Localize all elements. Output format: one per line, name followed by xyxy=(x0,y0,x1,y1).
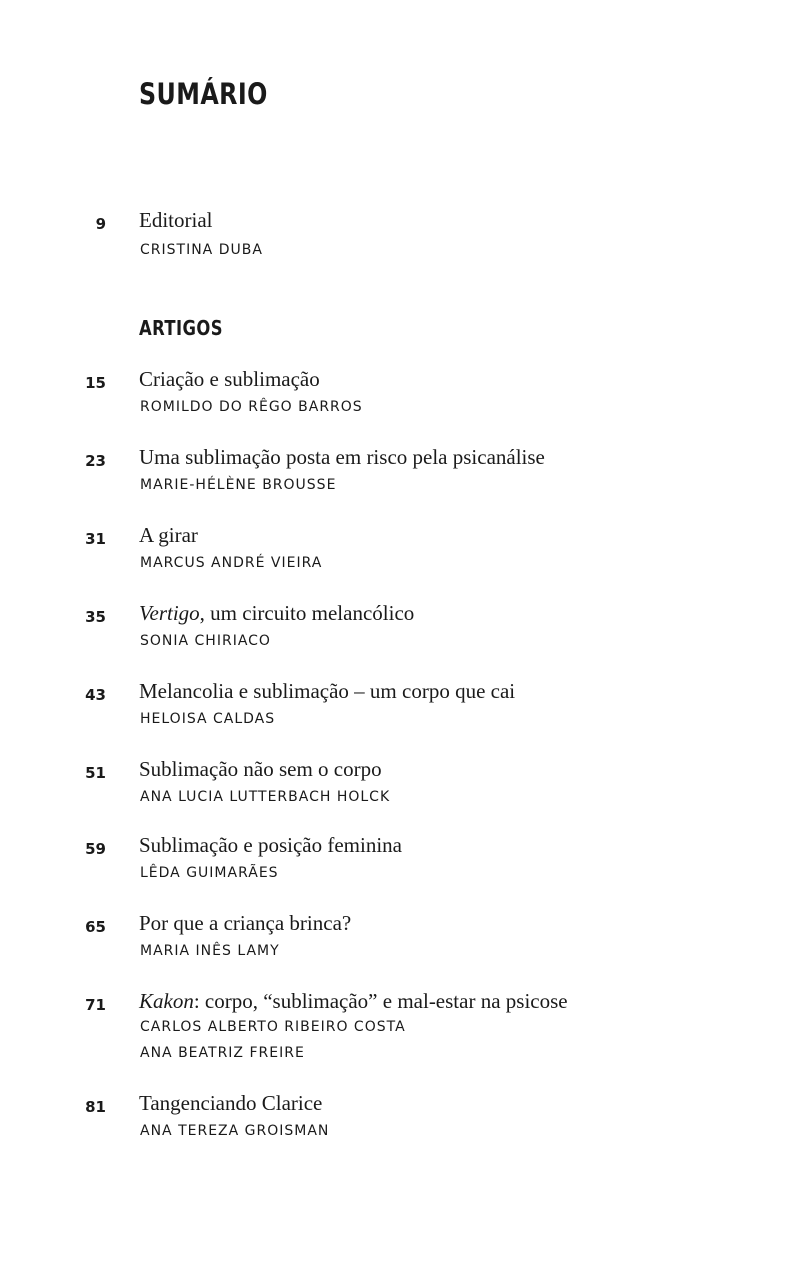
entry-title xyxy=(139,603,414,624)
entry-title-rest: , um circuito melancólico xyxy=(199,601,415,625)
entry-title: A girar xyxy=(139,523,198,547)
author-name: MARIA INÊS LAMY xyxy=(140,943,280,959)
author-name: ANA BEATRIZ FREIRE xyxy=(140,1045,305,1061)
entry-title: Sublimação não sem o corpo xyxy=(139,757,382,781)
entry-title: Melancolia e sublimação – um corpo que cai xyxy=(139,679,516,703)
page-number: 15 xyxy=(85,374,106,392)
entry-title: Criação e sublimação xyxy=(139,367,320,391)
author-name: MARCUS ANDRÉ VIEIRA xyxy=(140,555,323,571)
page-number: 65 xyxy=(85,918,106,936)
page-number: 43 xyxy=(85,686,106,704)
entry-title: Tangenciando Clarice xyxy=(139,1091,323,1115)
section-heading: ARTIGOS xyxy=(139,316,223,340)
author-name: MARIE-HÉLÈNE BROUSSE xyxy=(140,477,337,493)
page-number: 9 xyxy=(95,215,106,233)
page-number: 35 xyxy=(85,608,106,626)
author-name: CRISTINA DUBA xyxy=(140,242,263,258)
page-number: 71 xyxy=(85,996,106,1014)
author-name: LÊDA GUIMARÃES xyxy=(140,865,279,881)
entry-title xyxy=(139,991,568,1012)
entry-title: Editorial xyxy=(139,208,213,232)
author-name: ANA TEREZA GROISMAN xyxy=(140,1123,330,1139)
entry-title-italic: Vertigo xyxy=(139,601,200,625)
entry-title-rest: : corpo, “sublimação” e mal-estar na psicose xyxy=(193,989,568,1013)
page-number: 31 xyxy=(85,530,106,548)
page-number: 59 xyxy=(85,840,106,858)
author-name: ANA LUCIA LUTTERBACH HOLCK xyxy=(140,789,391,805)
author-name: ROMILDO DO RÊGO BARROS xyxy=(140,399,363,415)
author-name: HELOISA CALDAS xyxy=(140,711,276,727)
page-title: SUMÁRIO xyxy=(139,77,268,111)
entry-title: Por que a criança brinca? xyxy=(139,911,352,935)
author-name: SONIA CHIRIACO xyxy=(140,633,271,649)
entry-title: Sublimação e posição feminina xyxy=(139,833,403,857)
author-name: CARLOS ALBERTO RIBEIRO COSTA xyxy=(140,1019,406,1035)
entry-title-italic: Kakon xyxy=(139,989,194,1013)
page-number: 23 xyxy=(85,452,106,470)
page-number: 51 xyxy=(85,764,106,782)
page-number: 81 xyxy=(85,1098,106,1116)
entry-title: Uma sublimação posta em risco pela psicanálise xyxy=(139,445,545,469)
